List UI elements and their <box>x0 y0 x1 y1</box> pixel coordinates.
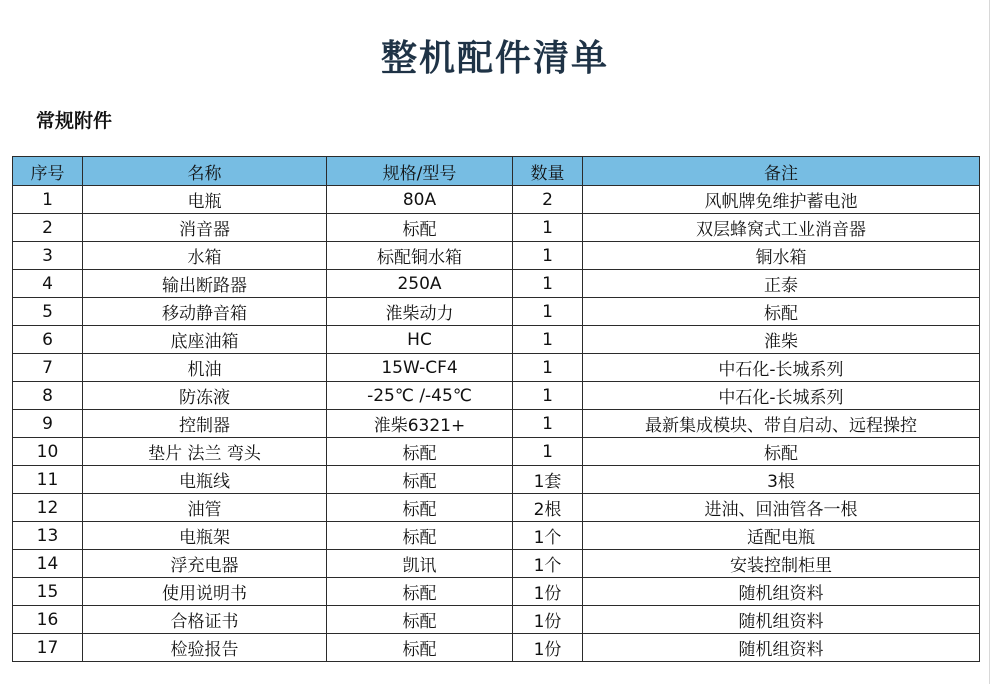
row-quantity: 2根 <box>513 494 583 522</box>
table-header-row <box>13 157 980 186</box>
row-index: 14 <box>13 550 83 578</box>
row-name: 控制器 <box>83 410 327 438</box>
page-title: 整机配件清单 <box>380 38 609 79</box>
row-quantity: 1 <box>513 242 583 270</box>
row-spec: 标配 <box>327 522 513 550</box>
row-spec: 标配 <box>327 438 513 466</box>
page-edge-divider <box>989 0 990 684</box>
row-spec: HC <box>327 326 513 354</box>
table-row <box>13 438 980 466</box>
row-spec: 标配 <box>327 606 513 634</box>
row-note: 风帆牌免维护蓄电池 <box>583 186 980 214</box>
row-spec: 250A <box>327 270 513 298</box>
column-header-index: 序号 <box>13 157 83 186</box>
row-index: 8 <box>13 382 83 410</box>
row-spec: 标配 <box>327 494 513 522</box>
row-index: 2 <box>13 214 83 242</box>
row-quantity: 1套 <box>513 466 583 494</box>
column-header-quantity: 数量 <box>513 157 583 186</box>
row-spec: 标配 <box>327 634 513 662</box>
row-index: 17 <box>13 634 83 662</box>
row-note: 随机组资料 <box>583 606 980 634</box>
table-row <box>13 326 980 354</box>
row-quantity: 1份 <box>513 606 583 634</box>
row-index: 1 <box>13 186 83 214</box>
row-quantity: 1个 <box>513 550 583 578</box>
row-name: 电瓶架 <box>83 522 327 550</box>
section-heading: 常规附件 <box>36 110 113 132</box>
row-index: 15 <box>13 578 83 606</box>
row-note: 安装控制柜里 <box>583 550 980 578</box>
row-note: 正泰 <box>583 270 980 298</box>
row-quantity: 1 <box>513 326 583 354</box>
row-note: 标配 <box>583 438 980 466</box>
row-index: 5 <box>13 298 83 326</box>
row-name: 油管 <box>83 494 327 522</box>
row-spec: 80A <box>327 186 513 214</box>
row-spec: 标配 <box>327 466 513 494</box>
row-note: 随机组资料 <box>583 578 980 606</box>
row-index: 12 <box>13 494 83 522</box>
row-quantity: 1 <box>513 214 583 242</box>
row-spec: 标配铜水箱 <box>327 242 513 270</box>
table-row <box>13 522 980 550</box>
row-spec: 凯讯 <box>327 550 513 578</box>
row-name: 输出断路器 <box>83 270 327 298</box>
row-spec: -25℃ /-45℃ <box>327 382 513 410</box>
parts-table <box>12 156 980 662</box>
row-note: 随机组资料 <box>583 634 980 662</box>
row-note: 最新集成模块、带自启动、远程操控 <box>583 410 980 438</box>
table-row <box>13 382 980 410</box>
row-name: 垫片 法兰 弯头 <box>83 438 327 466</box>
row-quantity: 1份 <box>513 634 583 662</box>
row-note: 铜水箱 <box>583 242 980 270</box>
column-header-note: 备注 <box>583 157 980 186</box>
row-spec: 标配 <box>327 578 513 606</box>
row-index: 11 <box>13 466 83 494</box>
row-note: 中石化-长城系列 <box>583 354 980 382</box>
table-row <box>13 186 980 214</box>
row-index: 6 <box>13 326 83 354</box>
row-name: 电瓶线 <box>83 466 327 494</box>
row-note: 标配 <box>583 298 980 326</box>
table-row <box>13 494 980 522</box>
column-header-spec: 规格/型号 <box>327 157 513 186</box>
row-spec: 标配 <box>327 214 513 242</box>
row-quantity: 1 <box>513 270 583 298</box>
row-quantity: 1 <box>513 382 583 410</box>
row-note: 中石化-长城系列 <box>583 382 980 410</box>
row-spec: 淮柴6321+ <box>327 410 513 438</box>
row-name: 底座油箱 <box>83 326 327 354</box>
table-row <box>13 298 980 326</box>
table-row <box>13 466 980 494</box>
table-row <box>13 410 980 438</box>
row-quantity: 1 <box>513 438 583 466</box>
row-index: 4 <box>13 270 83 298</box>
row-index: 16 <box>13 606 83 634</box>
row-quantity: 1 <box>513 298 583 326</box>
row-quantity: 1份 <box>513 578 583 606</box>
table-row <box>13 550 980 578</box>
table-row <box>13 214 980 242</box>
row-note: 进油、回油管各一根 <box>583 494 980 522</box>
row-note: 3根 <box>583 466 980 494</box>
row-name: 消音器 <box>83 214 327 242</box>
row-quantity: 1 <box>513 410 583 438</box>
row-name: 检验报告 <box>83 634 327 662</box>
row-index: 7 <box>13 354 83 382</box>
table-row <box>13 270 980 298</box>
row-note: 双层蜂窝式工业消音器 <box>583 214 980 242</box>
row-quantity: 2 <box>513 186 583 214</box>
row-quantity: 1个 <box>513 522 583 550</box>
column-header-name: 名称 <box>83 157 327 186</box>
table-row <box>13 634 980 662</box>
row-spec: 淮柴动力 <box>327 298 513 326</box>
row-name: 机油 <box>83 354 327 382</box>
row-spec: 15W-CF4 <box>327 354 513 382</box>
row-index: 9 <box>13 410 83 438</box>
row-name: 防冻液 <box>83 382 327 410</box>
table-row <box>13 354 980 382</box>
table-row <box>13 606 980 634</box>
row-note: 淮柴 <box>583 326 980 354</box>
table-row <box>13 578 980 606</box>
row-name: 电瓶 <box>83 186 327 214</box>
row-note: 适配电瓶 <box>583 522 980 550</box>
row-index: 13 <box>13 522 83 550</box>
row-name: 水箱 <box>83 242 327 270</box>
row-name: 移动静音箱 <box>83 298 327 326</box>
row-name: 合格证书 <box>83 606 327 634</box>
row-name: 使用说明书 <box>83 578 327 606</box>
table-row <box>13 242 980 270</box>
row-index: 3 <box>13 242 83 270</box>
row-index: 10 <box>13 438 83 466</box>
row-name: 浮充电器 <box>83 550 327 578</box>
row-quantity: 1 <box>513 354 583 382</box>
